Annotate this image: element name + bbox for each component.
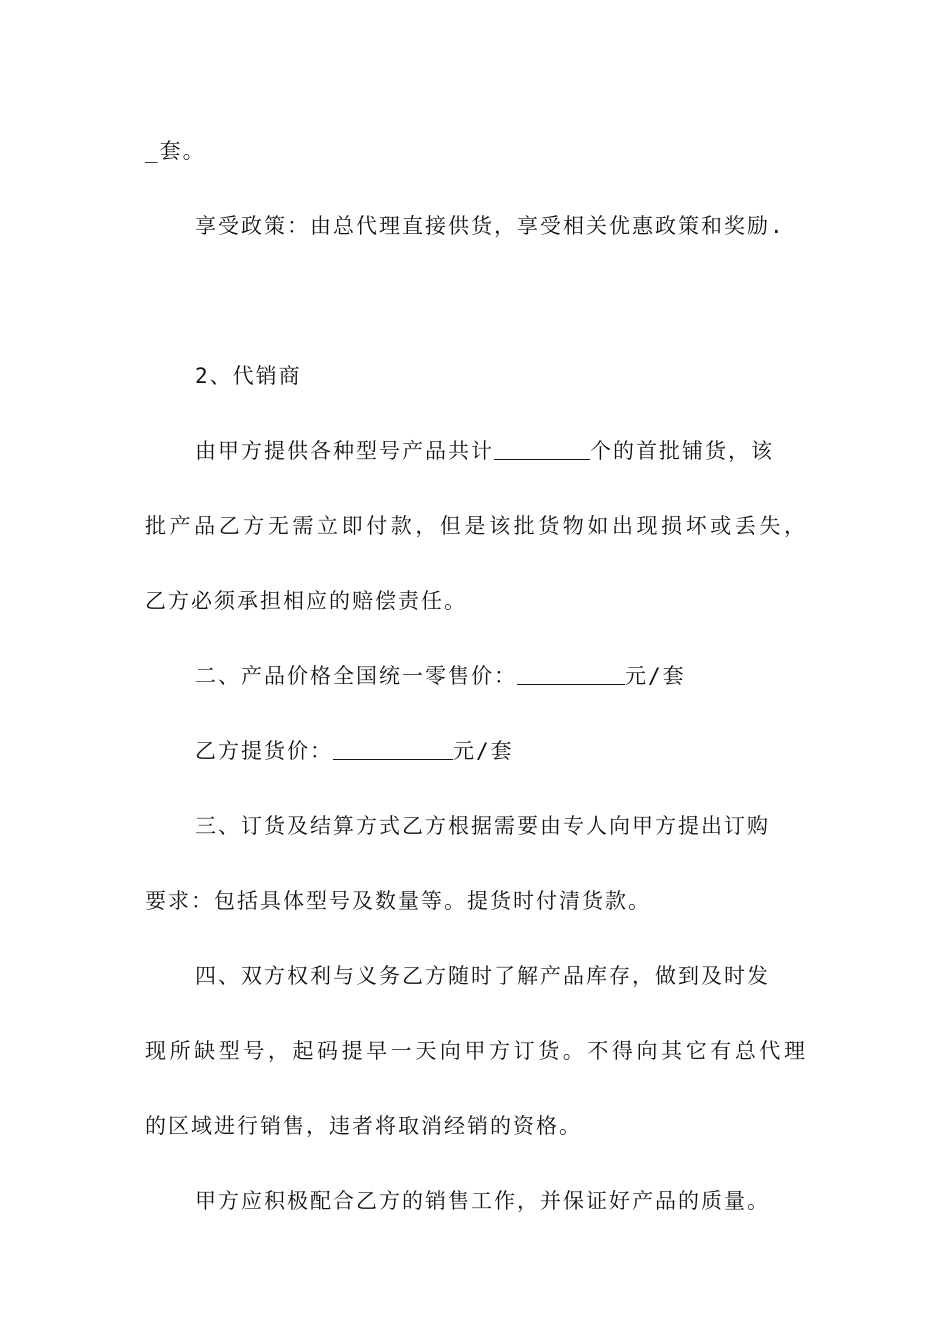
text-line-2 — [195, 211, 785, 241]
text-line-11 — [195, 961, 770, 991]
line-9-text: 三、订货及结算方式乙方根据需要由专人向甲方提出订购 — [195, 814, 770, 838]
line-8-after: 元/套 — [453, 739, 514, 763]
text-line-12 — [145, 1036, 805, 1066]
line-4-before: 由甲方提供各种型号产品共计 — [195, 439, 494, 463]
fill-blank-pickup-price — [333, 739, 453, 760]
fill-blank-retail-price — [517, 664, 625, 685]
text-line-14 — [195, 1186, 770, 1216]
line-2-text: 享受政策：由总代理直接供货，享受相关优惠政策和奖励. — [195, 214, 785, 238]
text-line-5 — [145, 511, 805, 541]
text-line-13 — [145, 1111, 582, 1141]
line-4-after: 个的首批铺货，该 — [590, 439, 774, 463]
line-7-before: 二、产品价格全国统一零售价： — [195, 664, 517, 688]
fill-blank-quantity — [494, 439, 590, 460]
text-line-7 — [195, 661, 686, 691]
text-line-9 — [195, 811, 770, 841]
line-7-after: 元/套 — [625, 664, 686, 688]
line-8-before: 乙方提货价： — [195, 739, 333, 763]
line-14-text: 甲方应积极配合乙方的销售工作，并保证好产品的质量。 — [195, 1189, 770, 1213]
line-13-text: 的区域进行销售，违者将取消经销的资格。 — [145, 1114, 582, 1138]
text-line-6 — [145, 586, 467, 616]
section-heading-distributor — [195, 361, 302, 391]
line-3-text: 2、代销商 — [195, 364, 302, 388]
line-1-text: _套。 — [145, 139, 206, 163]
text-line-8 — [195, 736, 514, 766]
line-12-text: 现所缺型号，起码提早一天向甲方订货。不得向其它有总代理 — [145, 1039, 805, 1063]
line-10-text: 要求：包括具体型号及数量等。提货时付清货款。 — [145, 889, 651, 913]
line-11-text: 四、双方权利与义务乙方随时了解产品库存，做到及时发 — [195, 964, 770, 988]
line-5-text: 批产品乙方无需立即付款，但是该批货物如出现损坏或丢失， — [145, 514, 805, 538]
text-line-10 — [145, 886, 651, 916]
text-line-4 — [195, 436, 774, 466]
text-line-1 — [145, 136, 206, 166]
line-6-text: 乙方必须承担相应的赔偿责任。 — [145, 589, 467, 613]
